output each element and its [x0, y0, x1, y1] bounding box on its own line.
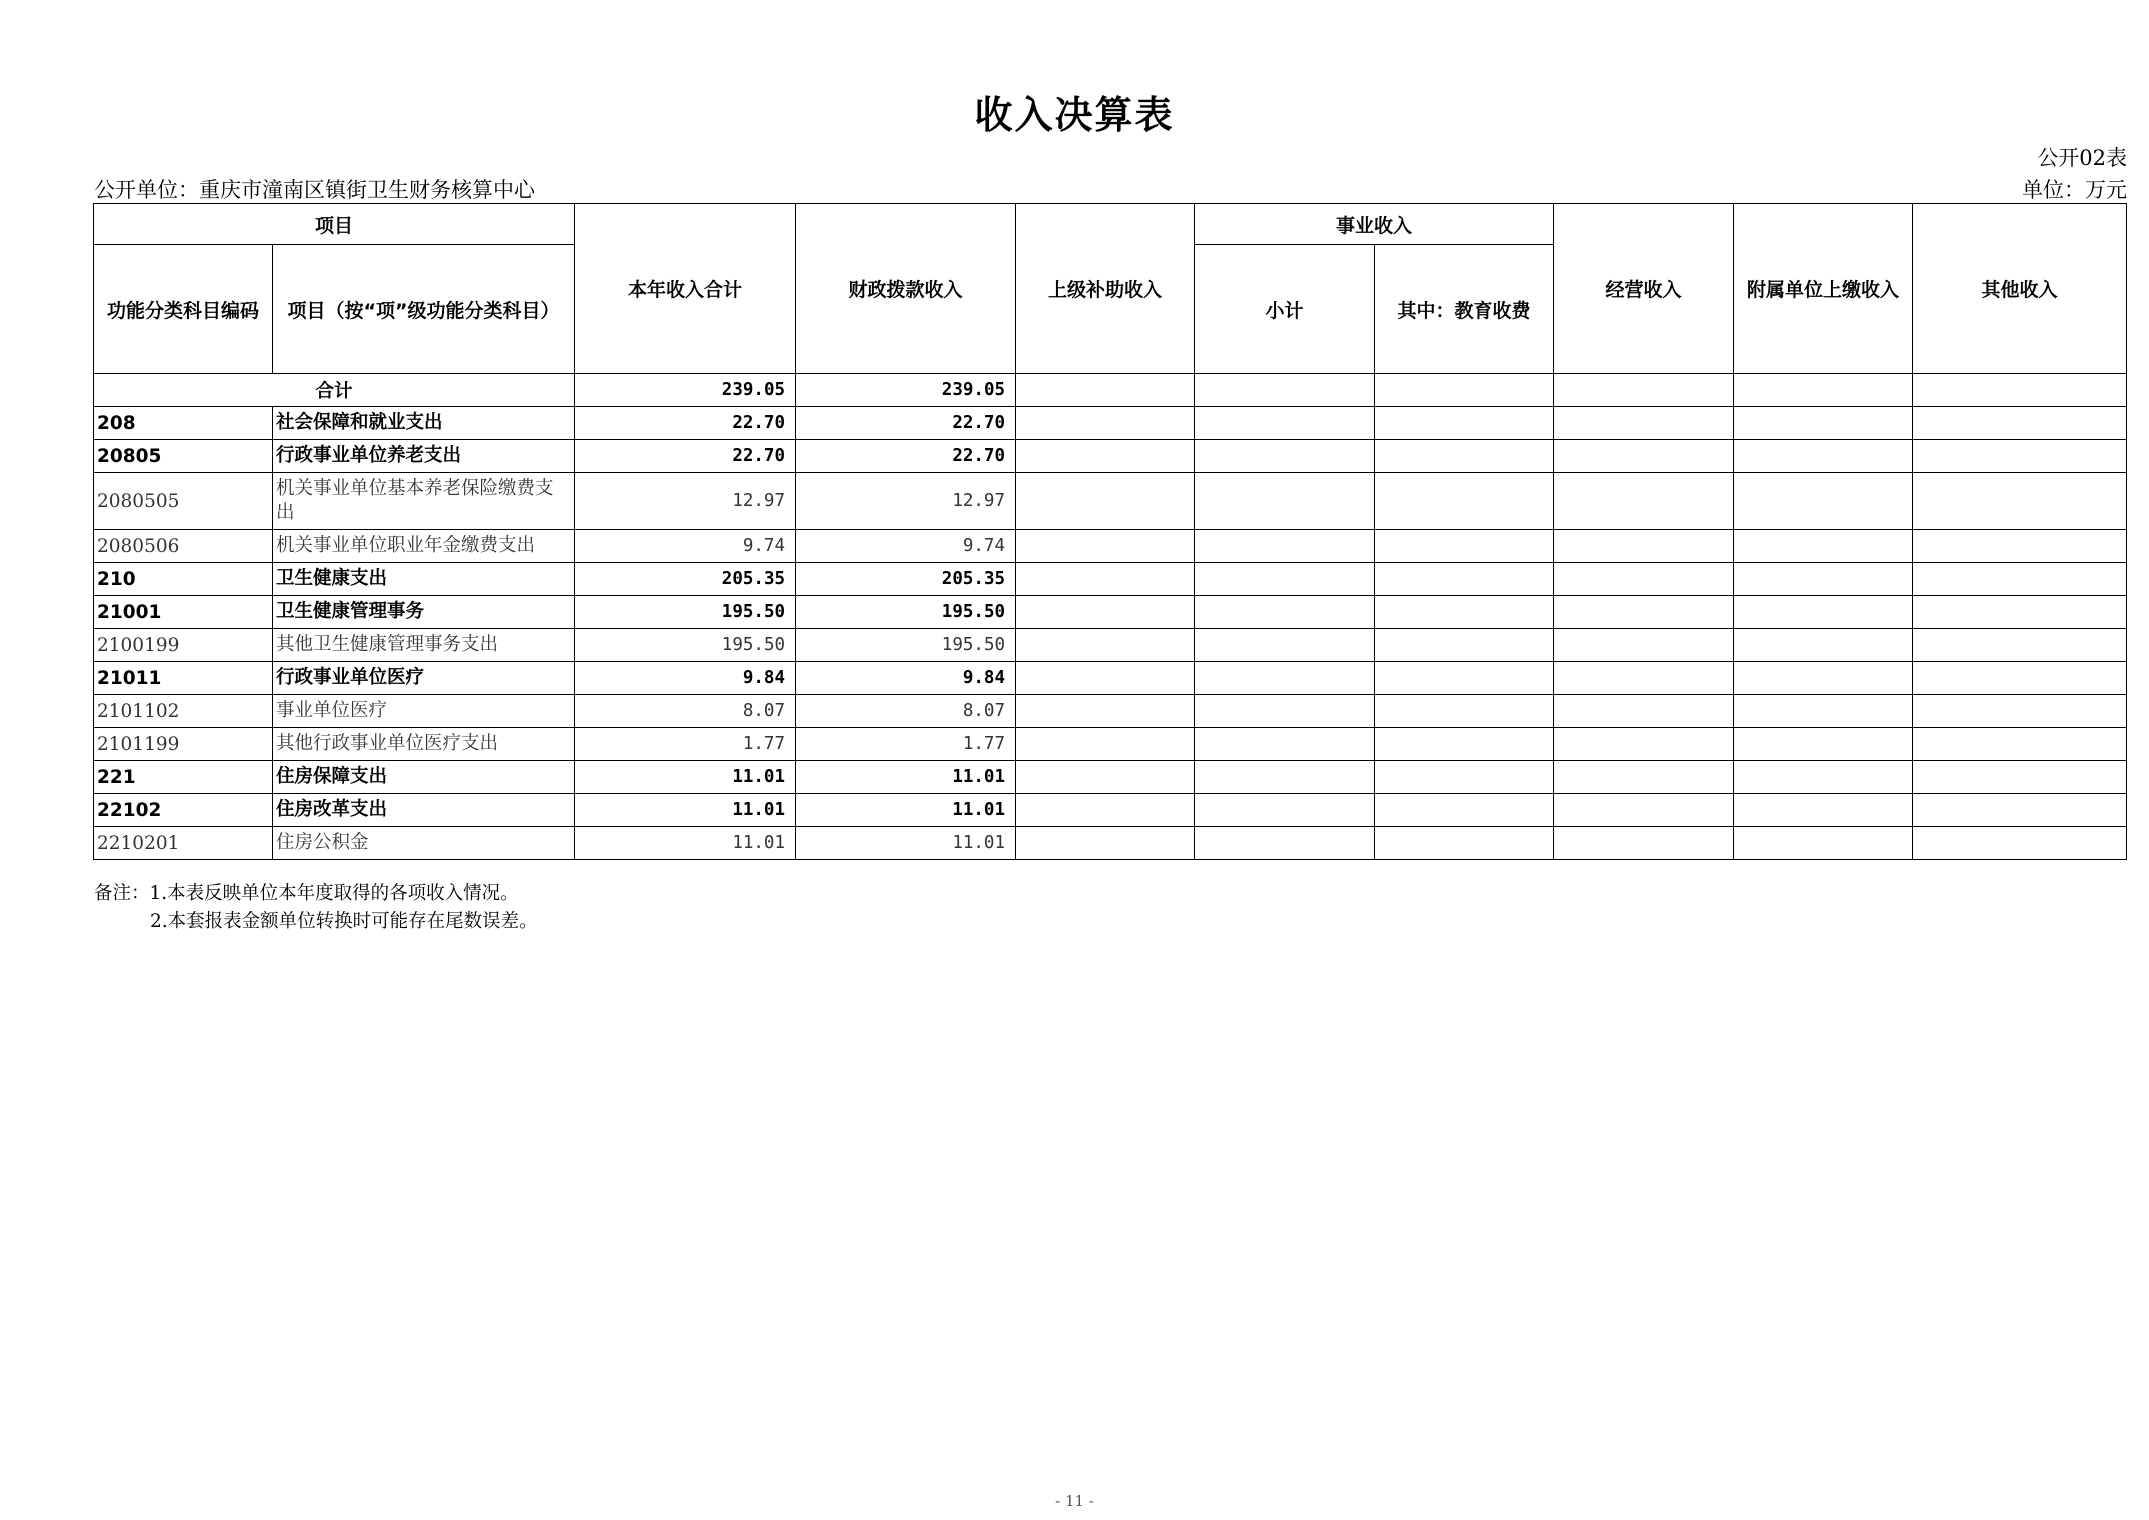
- empty-cell: [1375, 596, 1554, 629]
- row-total: 9.84: [575, 662, 796, 695]
- row-code: 2100199: [94, 629, 273, 662]
- row-name: 卫生健康管理事务: [273, 596, 575, 629]
- empty-cell: [1554, 563, 1734, 596]
- income-table: [93, 203, 2127, 860]
- notes: [94, 880, 538, 936]
- empty-cell: [1913, 761, 2127, 794]
- empty-cell: [1734, 563, 1913, 596]
- row-total: 195.50: [575, 629, 796, 662]
- empty-cell: [1195, 629, 1375, 662]
- total-label: 合计: [94, 374, 575, 407]
- row-name: 行政事业单位养老支出: [273, 440, 575, 473]
- header-business: 事业收入: [1195, 204, 1554, 245]
- empty-cell: [1195, 728, 1375, 761]
- table-row: [94, 761, 2127, 794]
- empty-cell: [1375, 695, 1554, 728]
- empty-cell: [1016, 473, 1195, 530]
- empty-cell: [1734, 374, 1913, 407]
- table-row: [94, 629, 2127, 662]
- header-other: 其他收入: [1913, 204, 2127, 374]
- empty-cell: [1375, 473, 1554, 530]
- empty-cell: [1913, 629, 2127, 662]
- empty-cell: [1195, 695, 1375, 728]
- header-operating: 经营收入: [1554, 204, 1734, 374]
- empty-cell: [1913, 407, 2127, 440]
- empty-cell: [1554, 596, 1734, 629]
- empty-cell: [1016, 440, 1195, 473]
- empty-cell: [1375, 629, 1554, 662]
- total-fiscal: 239.05: [796, 374, 1016, 407]
- row-code: 208: [94, 407, 273, 440]
- empty-cell: [1734, 596, 1913, 629]
- header-total: 本年收入合计: [575, 204, 796, 374]
- empty-cell: [1734, 794, 1913, 827]
- row-fiscal: 11.01: [796, 827, 1016, 860]
- row-fiscal: 9.84: [796, 662, 1016, 695]
- row-name: 社会保障和就业支出: [273, 407, 575, 440]
- table-id: 公开02表: [2037, 146, 2127, 170]
- row-name: 其他行政事业单位医疗支出: [273, 728, 575, 761]
- empty-cell: [1913, 563, 2127, 596]
- empty-cell: [1016, 695, 1195, 728]
- empty-cell: [1734, 728, 1913, 761]
- empty-cell: [1195, 563, 1375, 596]
- header-fiscal: 财政拨款收入: [796, 204, 1016, 374]
- empty-cell: [1375, 440, 1554, 473]
- table-row: [94, 728, 2127, 761]
- empty-cell: [1016, 596, 1195, 629]
- row-code: 221: [94, 761, 273, 794]
- row-name: 住房保障支出: [273, 761, 575, 794]
- row-code: 2080505: [94, 473, 273, 530]
- empty-cell: [1195, 596, 1375, 629]
- empty-cell: [1375, 728, 1554, 761]
- empty-cell: [1554, 440, 1734, 473]
- empty-cell: [1195, 761, 1375, 794]
- empty-cell: [1016, 662, 1195, 695]
- empty-cell: [1554, 695, 1734, 728]
- note-line-1: 备注：1.本表反映单位本年度取得的各项收入情况。: [94, 883, 519, 904]
- row-total: 195.50: [575, 596, 796, 629]
- row-code: 21001: [94, 596, 273, 629]
- row-total: 22.70: [575, 407, 796, 440]
- empty-cell: [1913, 473, 2127, 530]
- table-row: [94, 473, 2127, 530]
- table-row: [94, 794, 2127, 827]
- row-total: 22.70: [575, 440, 796, 473]
- empty-cell: [1734, 827, 1913, 860]
- row-fiscal: 195.50: [796, 629, 1016, 662]
- row-fiscal: 12.97: [796, 473, 1016, 530]
- empty-cell: [1195, 662, 1375, 695]
- empty-cell: [1375, 827, 1554, 860]
- empty-cell: [1016, 374, 1195, 407]
- header-affiliated: 附属单位上缴收入: [1734, 204, 1913, 374]
- empty-cell: [1554, 662, 1734, 695]
- empty-cell: [1016, 530, 1195, 563]
- total-row: [94, 374, 2127, 407]
- empty-cell: [1554, 374, 1734, 407]
- row-name: 住房改革支出: [273, 794, 575, 827]
- empty-cell: [1554, 794, 1734, 827]
- empty-cell: [1734, 662, 1913, 695]
- empty-cell: [1913, 794, 2127, 827]
- row-fiscal: 9.74: [796, 530, 1016, 563]
- table-row: [94, 440, 2127, 473]
- reporting-unit: 公开单位：重庆市潼南区镇街卫生财务核算中心: [94, 178, 535, 202]
- empty-cell: [1734, 695, 1913, 728]
- empty-cell: [1195, 407, 1375, 440]
- empty-cell: [1554, 629, 1734, 662]
- row-name: 住房公积金: [273, 827, 575, 860]
- empty-cell: [1554, 827, 1734, 860]
- empty-cell: [1016, 761, 1195, 794]
- empty-cell: [1375, 794, 1554, 827]
- empty-cell: [1195, 473, 1375, 530]
- currency-unit: 单位：万元: [2022, 178, 2127, 202]
- row-name: 卫生健康支出: [273, 563, 575, 596]
- empty-cell: [1375, 761, 1554, 794]
- empty-cell: [1734, 761, 1913, 794]
- empty-cell: [1734, 440, 1913, 473]
- row-fiscal: 205.35: [796, 563, 1016, 596]
- empty-cell: [1913, 827, 2127, 860]
- row-name: 机关事业单位基本养老保险缴费支出: [273, 473, 575, 530]
- row-total: 11.01: [575, 794, 796, 827]
- page-title: 收入决算表: [974, 93, 1175, 137]
- header-item: 项目: [94, 204, 575, 245]
- row-code: 21011: [94, 662, 273, 695]
- row-total: 8.07: [575, 695, 796, 728]
- empty-cell: [1554, 530, 1734, 563]
- row-code: 2101199: [94, 728, 273, 761]
- empty-cell: [1016, 563, 1195, 596]
- empty-cell: [1913, 728, 2127, 761]
- empty-cell: [1195, 374, 1375, 407]
- note-line-2: 2.本套报表金额单位转换时可能存在尾数误差。: [150, 911, 538, 932]
- header-superior: 上级补助收入: [1016, 204, 1195, 374]
- row-fiscal: 22.70: [796, 440, 1016, 473]
- row-fiscal: 11.01: [796, 761, 1016, 794]
- table-row: [94, 407, 2127, 440]
- empty-cell: [1554, 407, 1734, 440]
- empty-cell: [1734, 473, 1913, 530]
- empty-cell: [1195, 827, 1375, 860]
- row-fiscal: 22.70: [796, 407, 1016, 440]
- row-code: 2210201: [94, 827, 273, 860]
- row-name: 事业单位医疗: [273, 695, 575, 728]
- empty-cell: [1734, 530, 1913, 563]
- empty-cell: [1913, 440, 2127, 473]
- empty-cell: [1913, 662, 2127, 695]
- row-total: 12.97: [575, 473, 796, 530]
- row-name: 其他卫生健康管理事务支出: [273, 629, 575, 662]
- row-total: 11.01: [575, 761, 796, 794]
- table-row: [94, 827, 2127, 860]
- empty-cell: [1195, 440, 1375, 473]
- page-number: - 11 -: [1055, 1492, 1094, 1510]
- header-code: 功能分类科目编码: [94, 245, 273, 374]
- row-code: 2101102: [94, 695, 273, 728]
- table-row: [94, 662, 2127, 695]
- row-total: 1.77: [575, 728, 796, 761]
- row-total: 205.35: [575, 563, 796, 596]
- empty-cell: [1375, 530, 1554, 563]
- total-amount: 239.05: [575, 374, 796, 407]
- table-row: [94, 695, 2127, 728]
- row-fiscal: 195.50: [796, 596, 1016, 629]
- empty-cell: [1554, 473, 1734, 530]
- row-name: 机关事业单位职业年金缴费支出: [273, 530, 575, 563]
- empty-cell: [1016, 728, 1195, 761]
- empty-cell: [1375, 563, 1554, 596]
- empty-cell: [1913, 374, 2127, 407]
- table-row: [94, 563, 2127, 596]
- row-fiscal: 8.07: [796, 695, 1016, 728]
- empty-cell: [1195, 794, 1375, 827]
- row-fiscal: 1.77: [796, 728, 1016, 761]
- empty-cell: [1016, 407, 1195, 440]
- row-code: 22102: [94, 794, 273, 827]
- empty-cell: [1195, 530, 1375, 563]
- empty-cell: [1554, 728, 1734, 761]
- empty-cell: [1554, 761, 1734, 794]
- row-code: 20805: [94, 440, 273, 473]
- header-education: 其中：教育收费: [1375, 245, 1554, 374]
- row-fiscal: 11.01: [796, 794, 1016, 827]
- header-name: 项目（按“项”级功能分类科目）: [273, 245, 575, 374]
- row-name: 行政事业单位医疗: [273, 662, 575, 695]
- empty-cell: [1375, 662, 1554, 695]
- table-row: [94, 596, 2127, 629]
- empty-cell: [1016, 827, 1195, 860]
- empty-cell: [1375, 374, 1554, 407]
- row-total: 11.01: [575, 827, 796, 860]
- empty-cell: [1734, 629, 1913, 662]
- empty-cell: [1016, 629, 1195, 662]
- row-code: 2080506: [94, 530, 273, 563]
- empty-cell: [1375, 407, 1554, 440]
- empty-cell: [1913, 596, 2127, 629]
- row-code: 210: [94, 563, 273, 596]
- empty-cell: [1913, 530, 2127, 563]
- empty-cell: [1734, 407, 1913, 440]
- table-row: [94, 530, 2127, 563]
- empty-cell: [1016, 794, 1195, 827]
- row-total: 9.74: [575, 530, 796, 563]
- empty-cell: [1913, 695, 2127, 728]
- header-subtotal: 小计: [1195, 245, 1375, 374]
